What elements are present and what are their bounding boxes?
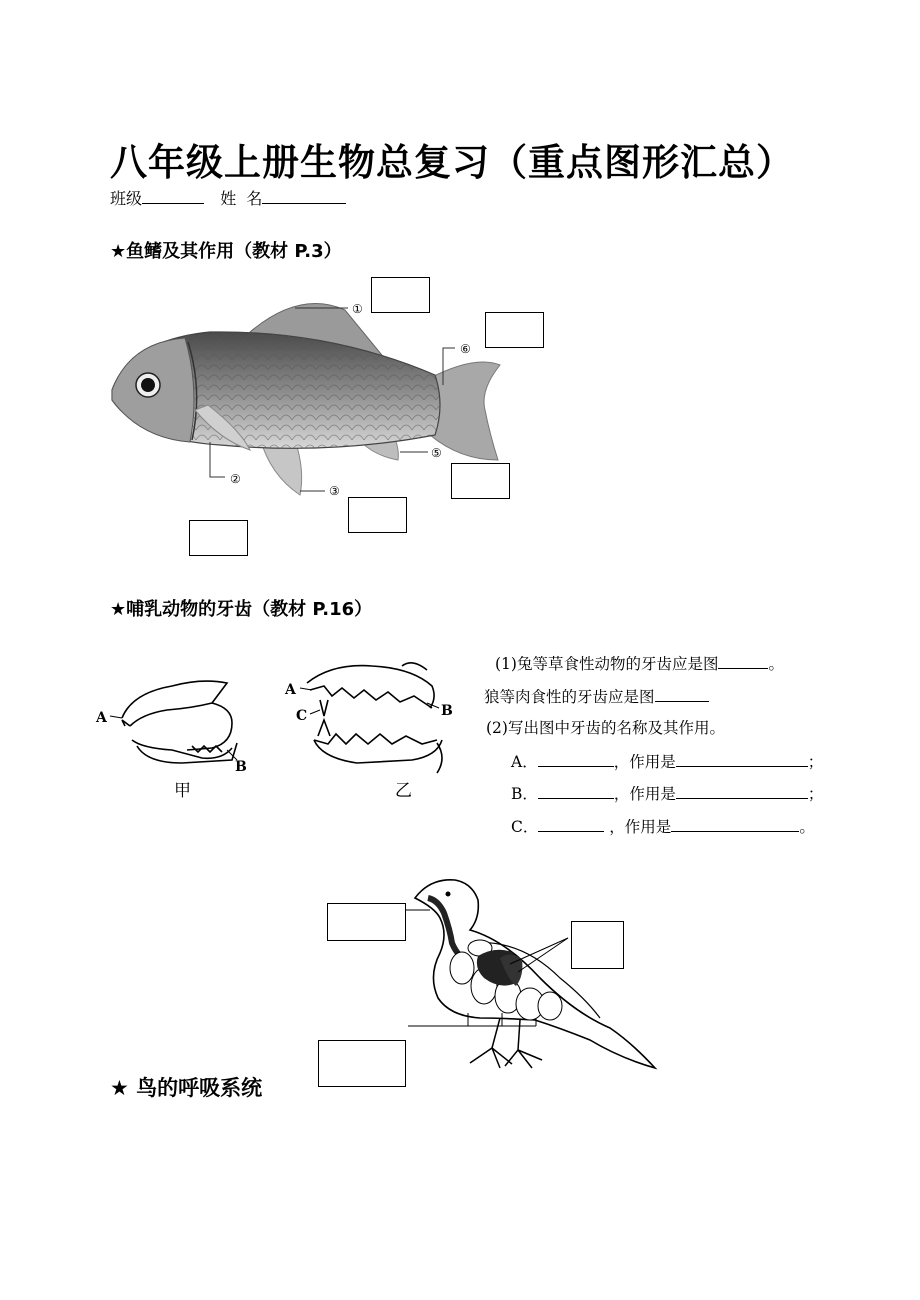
tooth-c-name-blank[interactable] bbox=[538, 831, 604, 832]
answer-box-fin-6[interactable] bbox=[485, 312, 544, 348]
answer-box-trachea[interactable] bbox=[327, 903, 406, 941]
class-label: 班级 bbox=[110, 189, 143, 208]
teeth-diagram bbox=[92, 648, 472, 808]
carnivore-skull bbox=[307, 663, 442, 773]
answer-box-lung[interactable] bbox=[571, 921, 624, 969]
bird-eye bbox=[446, 892, 451, 897]
bird-leg-right bbox=[505, 1020, 542, 1068]
fish-section-heading: ★鱼鳍及其作用（教材 P.3） bbox=[110, 241, 342, 262]
teeth-question-2: (2)写出图中牙齿的名称及其作用。 bbox=[486, 719, 725, 737]
fin-label-1: ① bbox=[352, 302, 363, 316]
tooth-c-function-blank[interactable] bbox=[671, 831, 799, 832]
fin-label-6: ⑥ bbox=[460, 342, 471, 356]
tooth-a-function-blank[interactable] bbox=[676, 766, 808, 767]
herbivore-skull bbox=[122, 681, 237, 763]
figure-caption-jia: 甲 bbox=[174, 781, 191, 801]
name-label: 姓 名 bbox=[220, 189, 263, 208]
teeth-item-b: B． ，作用是 ； bbox=[511, 785, 824, 803]
figure-caption-yi: 乙 bbox=[395, 781, 412, 801]
bird-section-heading: ★ 鸟的呼吸系统 bbox=[110, 1076, 263, 1100]
teeth-question-1-line1: (1)兔等草食性动物的牙齿应是图 。 bbox=[495, 655, 784, 673]
herbivore-letter-a: A bbox=[96, 710, 107, 726]
answer-box-fin-5[interactable] bbox=[451, 463, 510, 499]
page-title: 八年级上册生物总复习（重点图形汇总） bbox=[110, 141, 794, 184]
carnivore-letter-b: B bbox=[441, 703, 453, 719]
answer-box-fin-1[interactable] bbox=[371, 277, 430, 313]
fin-label-3: ③ bbox=[329, 484, 340, 498]
teeth-item-a: A． ，作用是 ； bbox=[511, 753, 824, 771]
teeth-question-1-line2: 狼等肉食性的牙齿应是图 bbox=[484, 685, 709, 707]
class-name-line bbox=[110, 186, 346, 209]
fin-label-2: ② bbox=[230, 472, 241, 486]
carnivore-figure-blank[interactable] bbox=[655, 701, 709, 702]
tooth-a-name-blank[interactable] bbox=[538, 766, 614, 767]
bird-respiratory-diagram bbox=[400, 868, 660, 1088]
herbivore-figure-blank[interactable] bbox=[718, 668, 768, 669]
teeth-item-c: C． ，作用是 。 bbox=[511, 818, 815, 836]
carnivore-letter-c: C bbox=[296, 708, 308, 724]
tooth-b-function-blank[interactable] bbox=[676, 798, 808, 799]
fin-label-5: ⑤ bbox=[431, 446, 442, 460]
name-blank[interactable] bbox=[262, 203, 346, 204]
answer-box-fin-2[interactable] bbox=[189, 520, 248, 556]
carnivore-letter-a: A bbox=[285, 682, 296, 698]
tooth-b-name-blank[interactable] bbox=[538, 798, 614, 799]
answer-box-air-sac[interactable] bbox=[318, 1040, 406, 1087]
teeth-section-heading: ★哺乳动物的牙齿（教材 P.16） bbox=[110, 599, 373, 620]
class-blank[interactable] bbox=[142, 203, 204, 204]
herbivore-letter-b: B bbox=[235, 759, 247, 775]
answer-box-fin-3[interactable] bbox=[348, 497, 407, 533]
